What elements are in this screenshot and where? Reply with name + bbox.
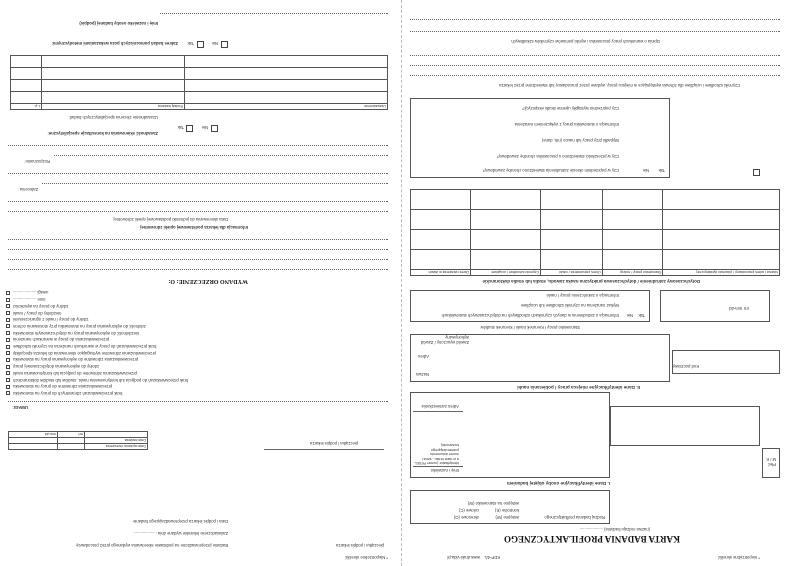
bottom-no: Nie xyxy=(211,41,218,46)
website: www.druki-vida.pl xyxy=(447,555,480,560)
consultation-yes: Tak xyxy=(177,125,184,130)
top-line-3: Data i podpis lekarza przeprowadzającego badanie xyxy=(133,519,228,524)
date-yyyy: rrrr xyxy=(58,432,85,438)
info-line-2: Data skierowania do jednostki podstawowej opieki zdrowotnej xyxy=(113,217,228,222)
consultation-no: Nie xyxy=(201,125,208,130)
checklist-checkbox[interactable] xyxy=(6,338,10,342)
chronic-row-4: Informacja o stanowisku pracy z wyłączeniem narażenia xyxy=(514,122,619,127)
footnote: * niepotrzebne skreślić xyxy=(717,555,760,560)
checklist-checkbox[interactable] xyxy=(6,378,10,382)
section-1-box xyxy=(410,392,610,478)
chronic-row-3: Wypadki przy pracy lub nauce (rok, dane) xyxy=(541,138,619,143)
date-issued-label: Data wydania orzeczenia xyxy=(85,444,148,450)
workplace-name-label: Nazwa xyxy=(416,372,429,377)
top-line-1: Badanie przeprowadzone na podstawie skierowania wydanego przez pracodawcę xyxy=(75,543,228,548)
consultation-question: Zasadność skierowania na konsultacje specjalistyczne: xyxy=(47,131,158,136)
orzeczenie-page xyxy=(0,0,398,566)
exam-type-1: wstępne (W) xyxy=(495,515,519,520)
chronic-no: Nie xyxy=(642,168,649,173)
history-col-1: Nazwa i adres pracodawcy / placówki dydaktycznej xyxy=(663,270,780,276)
postal-code-box xyxy=(672,350,780,374)
pesel-label: Identyfikator (numer PESEL, a w razie braku - seria i numer dokumentu potwierdzającego tożsamość) xyxy=(413,443,459,465)
workplace-label: Stanowisko pracy / Kierunek nauki / Kierunek studiów xyxy=(480,325,580,330)
history-col-3: Okres zatrudnienia / nauki xyxy=(541,270,603,276)
footer-note: Opinia o warunkach pracy pracownika i wyniki pomiarów czynników szkodliwych xyxy=(511,39,660,44)
experience-box xyxy=(410,290,650,322)
checklist-text: przeciwwskazania do pracy w warunkach narażenia xyxy=(13,337,110,343)
checklist-checkbox[interactable] xyxy=(6,371,10,375)
history-col-2: Stanowisko pracy / rodzaj xyxy=(602,270,663,276)
checklist-text: niezdolny do pracy / nauki xyxy=(13,310,62,316)
postal-code-label: Kod pocztowy xyxy=(672,364,699,369)
bottom-signature-label: Imię i nazwisko osoby badanej (podpis) xyxy=(79,21,158,26)
checklist-text: inne .................... xyxy=(13,297,46,303)
checklist-text: przeciwwskazania zdrowotne do podjęcia lub kontynuowania nauki xyxy=(13,370,137,376)
date-header: rrrr mm-dd xyxy=(729,306,749,311)
right-footnote: * Niepotrzebne skreślić xyxy=(345,555,388,560)
checklist-text: przeciwwskazania zdrowotne wymagające skierowania do lekarza specjalisty xyxy=(13,350,156,356)
uwagi-label: UWAGI: xyxy=(12,405,28,410)
experience-row-2: Wykaz narażenia na czynniki szkodliwe lub uciążliwe xyxy=(520,303,619,308)
section-1-title: I. Dane identyfikacyjne osoby objętej badaniem xyxy=(506,481,610,486)
yes-label: Tak xyxy=(638,313,645,318)
form-code: KDP-4/L xyxy=(484,555,500,560)
checklist-text: zdolny do pracy na wysokości xyxy=(13,303,69,309)
bottom-yes-checkbox[interactable] xyxy=(197,41,204,48)
checklist-text: brak przeciwwskazań zdrowotnych do pracy na stanowisku xyxy=(13,391,123,396)
zalecenia-label: Zalecenia : xyxy=(17,187,38,192)
checklist-checkbox[interactable] xyxy=(6,385,10,389)
tests-table xyxy=(10,55,388,110)
checklist-checkbox[interactable] xyxy=(6,325,10,329)
experience-row-3: Informacja o zakończeniu pracy / nauki xyxy=(546,293,619,298)
address-label: Adres zamieszkania xyxy=(421,404,459,409)
checklist-text: niezdolność do wykonywania pracy na dotychczasowym stanowisku xyxy=(13,330,140,336)
chronic-box xyxy=(410,98,670,178)
dates-table xyxy=(8,431,148,450)
checklist-checkbox[interactable] xyxy=(6,298,10,302)
karta-badania-page xyxy=(401,0,800,566)
info-line-1: Informacja dla lekarza podstawowej opieki zdrowotnej xyxy=(140,225,248,230)
exam-type-label: Rodzaj badania profilaktycznego xyxy=(544,515,605,520)
code-grid xyxy=(610,406,760,446)
checklist-checkbox[interactable] xyxy=(6,345,10,349)
name-label: Imię i nazwisko xyxy=(430,468,459,473)
checklist-text: brak przeciwwskazań do podjęcia lub kontynuowania nauki, studiów lub studiów doktoranckich xyxy=(13,377,189,383)
experience-row-1: Informacja o zatrudnieniu w danych czynnikach szkodliwych na dotychczasowych stanowiskach xyxy=(441,313,619,318)
exam-type-box xyxy=(410,490,610,524)
checklist-checkbox[interactable] xyxy=(6,311,10,315)
checklist-text: brak przeciwwskazań do pracy w warunkach narażenia na czynniki szkodliwe xyxy=(13,344,157,350)
tests-line: Uzasadnienie zlecenia specjalistycznych badań: xyxy=(68,115,158,120)
chronic-row-5: Czy poprzednio wystąpiły ujemne skutki ekspozycji? xyxy=(522,106,619,111)
checklist-text: zdolny do pracy / nauki z ograniczeniami xyxy=(13,317,89,323)
bottom-no-checkbox[interactable] xyxy=(221,41,228,48)
profession-label: Zawód wyuczony / Zawód wykonywany xyxy=(420,335,469,345)
section-2-title: II. Dane identyfikacyjne miejsca pracy / pobierania nauki xyxy=(517,385,640,390)
checklist-text: zdolność do wykonywania pracy na stanowisku przy stosowaniu ochron xyxy=(13,324,146,329)
stamp-signature-caption: pieczątka i podpis lekarza xyxy=(310,441,358,446)
checklist-checkbox[interactable] xyxy=(6,291,10,295)
top-line-2: Zaświadczenie lekarskie wydane dnia .................... xyxy=(133,531,228,536)
checklist-text: przeciwwskazania zdrowotne do wykonywania pracy na stanowisku xyxy=(13,357,139,363)
orzeczenie-title: WYDANO ORZECZENIE: O: xyxy=(168,278,248,284)
history-col-4: Czynniki szkodliwe / uciążliwe xyxy=(471,270,541,276)
tests-col-type: Rodzaj badania xyxy=(42,104,185,110)
checklist-checkbox[interactable] xyxy=(6,331,10,335)
signature-label: pieczątka i podpis lekarza xyxy=(336,543,384,548)
chronic-yes: Tak xyxy=(658,168,665,173)
consultation-yes-checkbox[interactable] xyxy=(186,125,193,132)
checklist-text: uwagi .................... xyxy=(13,290,49,296)
date-box xyxy=(660,290,770,322)
exam-type-3: kontrolne (K) xyxy=(495,508,519,513)
history-title: Dotychczasowy zatrudnienie / dotychczasowa praktyczna nauka zawodu, studia lub studia doktoranckie xyxy=(482,279,700,284)
stamp-checkbox[interactable] xyxy=(753,169,760,176)
no-label: Nie xyxy=(626,313,633,318)
tests-col-lp: L.p. xyxy=(11,104,42,110)
exam-date-label: Data badania xyxy=(85,438,148,444)
tests-col-justification: Uzasadnienie xyxy=(185,104,388,110)
checklist-checkbox[interactable] xyxy=(6,351,10,355)
page-title: KARTA BADANIA PROFILAKTYCZNEGO xyxy=(503,534,680,544)
exam-type-5: wstępne na stanowisko (W) xyxy=(467,501,519,506)
checklist-checkbox[interactable] xyxy=(6,304,10,308)
checklist-text: przeciwwskazania zdrowotne do pracy na stanowisku xyxy=(13,384,113,390)
history-table xyxy=(410,189,780,276)
bottom-question: Zakres badań pomocniczych poza wskazaniami metodycznymi: xyxy=(51,41,178,46)
exam-type-2: okresowe (O) xyxy=(453,515,479,520)
chronic-row-1: Czy w poprzednim okresie zatrudnienia stwierdzono chorobę zawodową? xyxy=(482,168,619,173)
section-2-box xyxy=(410,334,670,382)
bottom-yes: Tak xyxy=(187,41,194,46)
sex-label: Płeć M / K xyxy=(766,457,776,467)
chronic-row-2: Czy w przeszłości stwierdzono u pracownika chorobę zawodową? xyxy=(496,154,619,159)
checklist-checkbox[interactable] xyxy=(6,318,10,322)
history-col-5: Okres narażenia w latach xyxy=(411,270,471,276)
checklist-checkbox[interactable] xyxy=(6,365,10,369)
checklist-checkbox[interactable] xyxy=(6,358,10,362)
exam-type-4: celowe (C) xyxy=(458,508,479,513)
workplace-address-label: Adres xyxy=(418,354,429,359)
date-mmdd: mm-dd xyxy=(9,432,58,438)
sex-box xyxy=(762,448,780,478)
bottom-note: Czynniki szkodliwe i uciążliwe dla zdrowia występujące w miejscu pracy, wydane przez pracodawcę lub stwierdzone przez lekarza xyxy=(499,83,740,88)
checklist-checkbox[interactable] xyxy=(6,392,10,396)
checklist-text: zdolny do wykonywania dotychczasowej pracy xyxy=(13,364,100,370)
page-subtitle: (nazwa rodzaju badania) .................... xyxy=(579,527,650,532)
consultation-no-checkbox[interactable] xyxy=(211,125,218,132)
rozpoznanie-label: Rozpoznanie: xyxy=(24,159,50,164)
